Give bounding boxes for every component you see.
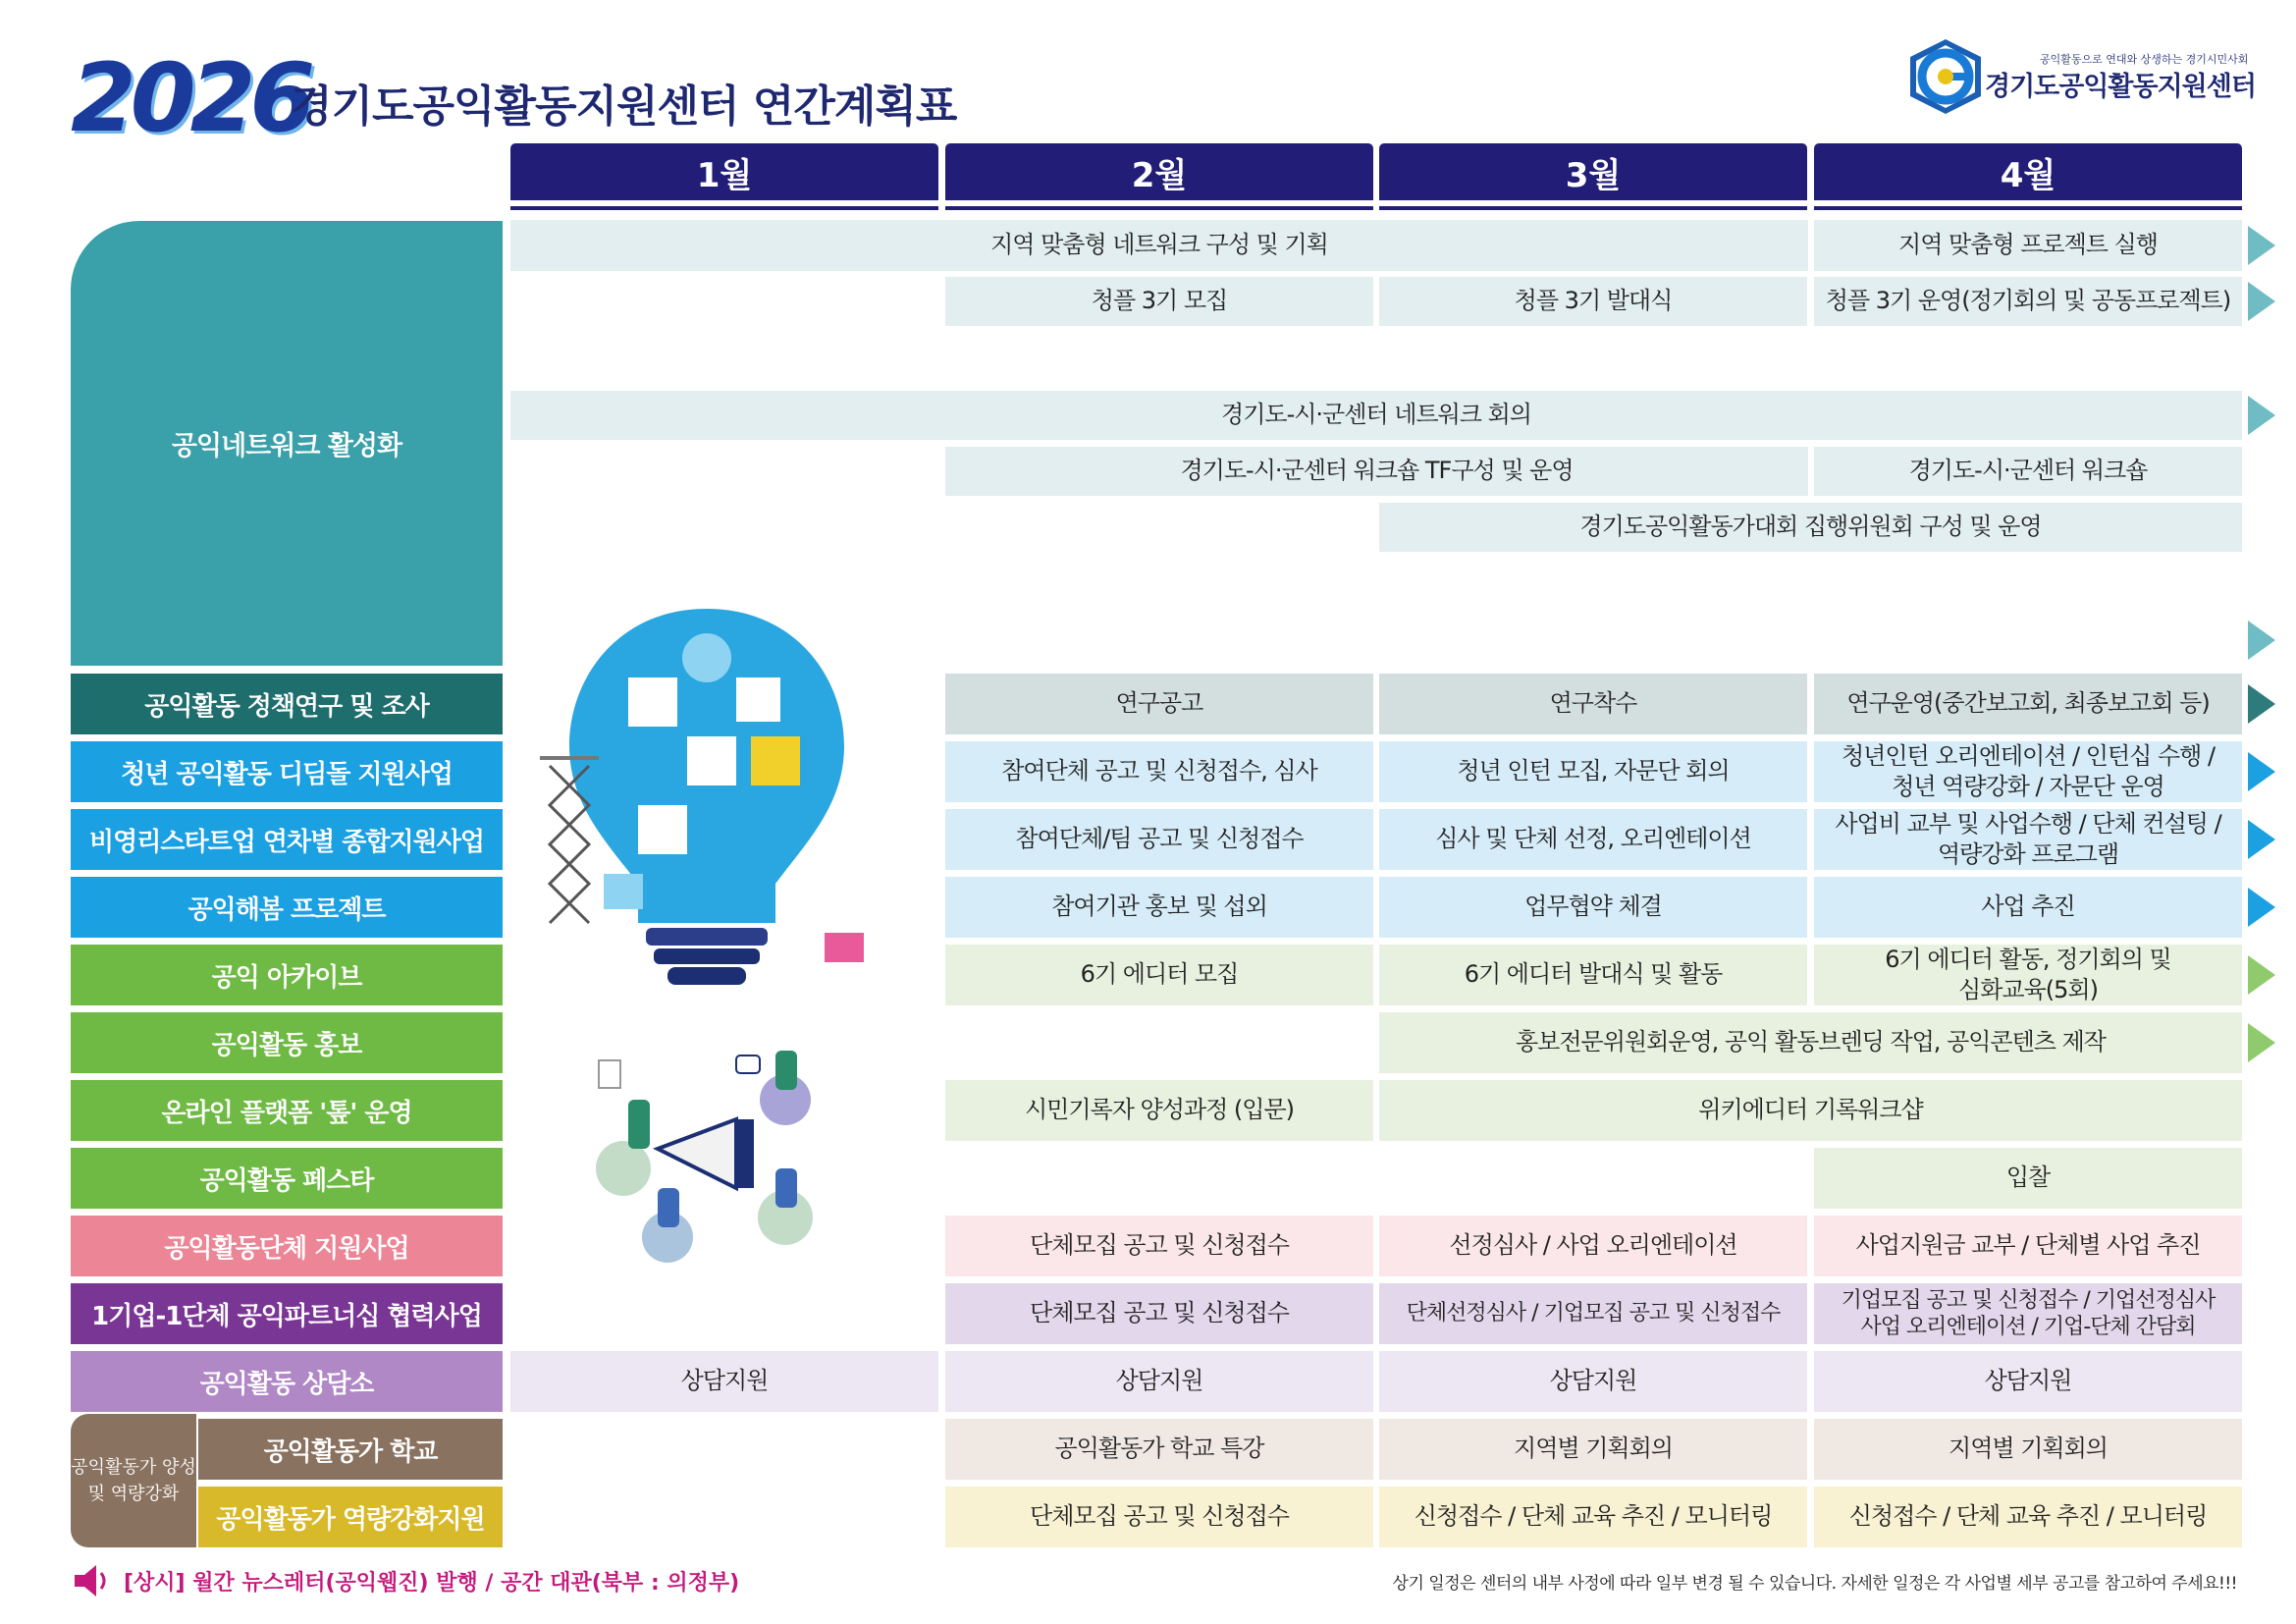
- bar-workshop-tf: 경기도-시·군센터 워크숍 TF구성 및 운영: [945, 447, 1808, 496]
- cell-line: 6기 에디터 활동, 정기회의 및: [1885, 945, 2171, 973]
- arrow-right-icon: [2248, 752, 2275, 791]
- category-counsel: 공익활동 상담소: [71, 1351, 503, 1412]
- logo-tagline: 공익활동으로 연대와 상생하는 경기시민사회: [2040, 53, 2249, 66]
- cell-org-apr: 사업지원금 교부 / 단체별 사업 추진: [1814, 1216, 2242, 1276]
- cell-sunshine-apr: 사업 추진: [1814, 877, 2242, 938]
- arrow-right-icon: [2248, 621, 2275, 660]
- category-startup: 비영리스타트업 연차별 종합지원사업: [71, 809, 503, 870]
- logo-name: 경기도공익활동지원센터: [1985, 72, 2256, 102]
- cell-line: 사업비 교부 및 사업수행 / 단체 컨설팅 /: [1835, 809, 2221, 838]
- cell-partner-mar: 단체선정심사 / 기업모집 공고 및 신청접수: [1379, 1283, 1807, 1344]
- cell-school-feb: 공익활동가 학교 특강: [945, 1419, 1373, 1480]
- footer-disclaimer: 상기 일정은 센터의 내부 사정에 따라 일부 변경 될 수 있습니다. 자세한 일정은 각 사업별 세부 공고를 참고하여 주세요!!!: [1392, 1574, 2237, 1594]
- month-header-4: 4월: [1814, 143, 2242, 200]
- cell-youth-apr: [1814, 741, 2242, 802]
- cell-line: 심화교육(5회): [1958, 976, 2098, 1003]
- year-mark: 2026: [71, 43, 310, 153]
- bar-network-project: 지역 맞춤형 프로젝트 실행: [1814, 220, 2242, 271]
- speaker-icon: [71, 1561, 114, 1600]
- arrow-right-icon: [2248, 282, 2275, 321]
- bar-cheongpeul-launch: 청플 3기 발대식: [1379, 277, 1807, 326]
- cell-org-mar: 선정심사 / 사업 오리엔테이션: [1379, 1216, 1807, 1276]
- category-research: 공익활동 정책연구 및 조사: [71, 674, 503, 734]
- month-underline: [945, 206, 1373, 210]
- lightbulb-puzzle-illustration: [530, 589, 883, 1041]
- cell-counsel-feb: 상담지원: [945, 1351, 1373, 1412]
- cell-capacity-mar: 신청접수 / 단체 교육 추진 / 모니터링: [1379, 1487, 1807, 1547]
- cell-youth-feb: 참여단체 공고 및 신청접수, 심사: [945, 741, 1373, 802]
- month-header-1: 1월: [510, 143, 938, 200]
- bar-network-plan: 지역 맞춤형 네트워크 구성 및 기획: [510, 220, 1808, 271]
- cell-sunshine-feb: 참여기관 홍보 및 섭외: [945, 877, 1373, 938]
- category-org-support: 공익활동단체 지원사업: [71, 1216, 503, 1276]
- bar-workshop: 경기도-시·군센터 워크숍: [1814, 447, 2242, 496]
- cell-school-apr: 지역별 기획회의: [1814, 1419, 2242, 1480]
- arrow-right-icon: [2248, 684, 2275, 724]
- cell-line: 청년 역량강화 / 자문단 운영: [1892, 773, 2164, 800]
- cell-archive-feb: 6기 에디터 모집: [945, 945, 1373, 1005]
- cell-archive-apr: [1814, 945, 2242, 1005]
- arrow-right-icon: [2248, 955, 2275, 995]
- footer-notice: [71, 1559, 739, 1602]
- cell-line: 사업 오리엔테이션 / 기업-단체 간담회: [1860, 1315, 2196, 1339]
- cell-research-feb: 연구공고: [945, 674, 1373, 734]
- cell-festa-apr: 입찰: [1814, 1148, 2242, 1209]
- category-platform: 온라인 플랫폼 '톺' 운영: [71, 1080, 503, 1141]
- cell-counsel-jan: 상담지원: [510, 1351, 938, 1412]
- bar-cheongpeul-operate: 청플 3기 운영(정기회의 및 공동프로젝트): [1814, 277, 2242, 326]
- category-youth: 청년 공익활동 디딤돌 지원사업: [71, 741, 503, 802]
- month-underline: [1379, 206, 1807, 210]
- category-promo: 공익활동 홍보: [71, 1012, 503, 1073]
- category-archive: 공익 아카이브: [71, 945, 503, 1005]
- cell-research-apr: 연구운영(중간보고회, 최종보고회 등): [1814, 674, 2242, 734]
- cell-startup-apr: [1814, 809, 2242, 870]
- logo-icon: [1904, 35, 1987, 118]
- month-underline: [1814, 206, 2242, 210]
- bar-activist-convention: 경기도공익활동가대회 집행위원회 구성 및 운영: [1379, 503, 2242, 552]
- cell-startup-feb: 참여단체/팀 공고 및 신청접수: [945, 809, 1373, 870]
- cell-line: 기업모집 공고 및 신청접수 / 기업선정심사: [1841, 1287, 2216, 1313]
- footer-notice-text: [상시] 월간 뉴스레터(공익웹진) 발행 / 공간 대관(북부 : 의정부): [124, 1570, 740, 1596]
- megaphone-team-illustration: [589, 1041, 844, 1276]
- cell-research-mar: 연구착수: [1379, 674, 1807, 734]
- page-title: 경기도공익활동지원센터 연간계획표: [291, 81, 957, 132]
- arrow-right-icon: [2248, 396, 2275, 435]
- cell-org-feb: 단체모집 공고 및 신청접수: [945, 1216, 1373, 1276]
- cell-youth-mar: 청년 인턴 모집, 자문단 회의: [1379, 741, 1807, 802]
- cell-partner-apr: [1814, 1283, 2242, 1344]
- arrow-right-icon: [2248, 888, 2275, 927]
- cell-platform-mar-apr: 위키에디터 기록워크샵: [1379, 1080, 2242, 1141]
- bar-network-meeting: 경기도-시·군센터 네트워크 회의: [510, 391, 2242, 440]
- bar-cheongpeul-recruit: 청플 3기 모집: [945, 277, 1373, 326]
- month-underline: [510, 206, 938, 210]
- cell-startup-mar: 심사 및 단체 선정, 오리엔테이션: [1379, 809, 1807, 870]
- cell-archive-mar: 6기 에디터 발대식 및 활동: [1379, 945, 1807, 1005]
- month-header-3: 3월: [1379, 143, 1807, 200]
- arrow-right-icon: [2248, 820, 2275, 859]
- category-network: 공익네트워크 활성화: [71, 221, 503, 666]
- arrow-right-icon: [2248, 1023, 2275, 1062]
- category-capacity: 공익활동가 역량강화지원: [198, 1487, 503, 1547]
- cell-counsel-mar: 상담지원: [1379, 1351, 1807, 1412]
- cell-promo-mar-apr: 홍보전문위원회운영, 공익 활동브렌딩 작업, 공익콘텐츠 제작: [1379, 1012, 2242, 1073]
- month-header-2: 2월: [945, 143, 1373, 200]
- category-festa: 공익활동 페스타: [71, 1148, 503, 1209]
- cell-sunshine-mar: 업무협약 체결: [1379, 877, 1807, 938]
- category-school: 공익활동가 학교: [198, 1419, 503, 1480]
- arrow-right-icon: [2248, 226, 2275, 265]
- cell-counsel-apr: 상담지원: [1814, 1351, 2242, 1412]
- category-training-group: 공익활동가 양성 및 역량강화: [71, 1414, 196, 1547]
- category-sunshine: 공익해봄 프로젝트: [71, 877, 503, 938]
- cell-line: 역량강화 프로그램: [1937, 840, 2119, 868]
- category-partnership: 1기업-1단체 공익파트너십 협력사업: [71, 1283, 503, 1344]
- cell-line: 청년인턴 오리엔테이션 / 인턴십 수행 /: [1841, 741, 2216, 770]
- cell-partner-feb: 단체모집 공고 및 신청접수: [945, 1283, 1373, 1344]
- cell-school-mar: 지역별 기획회의: [1379, 1419, 1807, 1480]
- cell-capacity-apr: 신청접수 / 단체 교육 추진 / 모니터링: [1814, 1487, 2242, 1547]
- cell-capacity-feb: 단체모집 공고 및 신청접수: [945, 1487, 1373, 1547]
- cell-platform-feb: 시민기록자 양성과정 (입문): [945, 1080, 1373, 1141]
